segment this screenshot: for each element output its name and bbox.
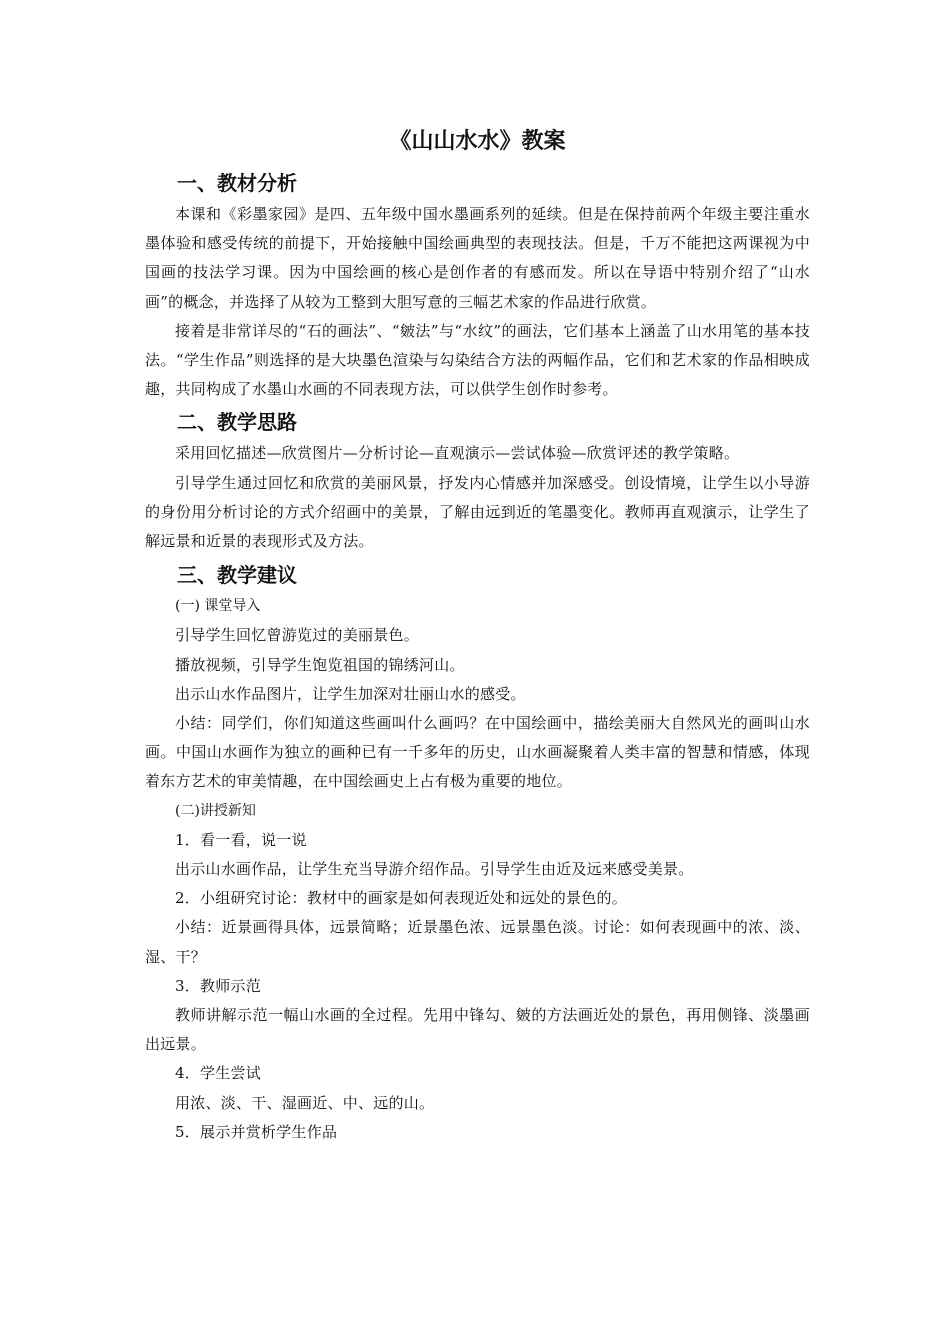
section-heading-textbook-analysis: 一、教材分析: [177, 171, 297, 195]
step-item: 4．学生尝试: [175, 1064, 262, 1083]
step-item: 1．看一看，说一说: [175, 830, 307, 849]
section-heading-teaching-suggestions: 三、教学建议: [177, 563, 297, 588]
page-title: 《山山水水》教案: [389, 129, 566, 154]
summary-paragraph: 小结：近景画得具体，远景简略；近景墨色浓、远景墨色淡。讨论：如何表现画中的浓、淡、湿、干？: [145, 918, 810, 966]
list-item: 出示山水画作品，让学生充当导游介绍作品。引导学生由近及远来感受美景。: [175, 860, 694, 879]
step-item: 2．小组研究讨论：教材中的画家是如何表现近处和远处的景色的。: [175, 889, 628, 908]
list-item: 引导学生回忆曾游览过的美丽景色。: [175, 626, 420, 645]
list-item: 播放视频，引导学生饱览祖国的锦绣河山。: [175, 655, 465, 674]
subheading-class-introduction: (一) 课堂导入: [175, 598, 261, 615]
paragraph: 本课和《彩墨家园》是四、五年级中国水墨画系列的延续。但是在保持前两个年级主要注重水墨体验和感受传统的前提下，开始接触中国绘画典型的表现技法。但是，千万不能把这两课视为中国画的技法学习课。因为中国绘画的核心是创作者的有感而发。所以在导语中特别介绍了“山水画”的概念，并选择了从较为工整到大胆写意的三幅艺术家的作品进行欣赏。: [145, 205, 810, 311]
paragraph: 接着是非常详尽的“石的画法”、“皴法”与“水纹”的画法，它们基本上涵盖了山水用笔的基本技法。“学生作品”则选择的是大块墨色渲染与勾染结合方法的两幅作品，它们和艺术家的作品相映成趣，共同构成了水墨山水画的不同表现方法，可以供学生创作时参考。: [145, 321, 810, 399]
paragraph: 采用回忆描述—欣赏图片—分析讨论—直观演示—尝试体验—欣赏评述的教学策略。: [175, 444, 740, 463]
list-item: 用浓、淡、干、湿画近、中、远的山。: [175, 1093, 435, 1112]
list-item: 教师讲解示范一幅山水画的全过程。先用中锋勾、皴的方法画近处的景色，再用侧锋、淡墨画出远景。: [145, 1006, 810, 1054]
paragraph: 引导学生通过回忆和欣赏的美丽风景，抒发内心情感并加深感受。创设情境，让学生以小导游的身份用分析讨论的方式介绍画中的美景，了解由远到近的笔墨变化。教师再直观演示，让学生了解远景和近景的表现形式及方法。: [145, 473, 810, 551]
subheading-new-knowledge: (二)讲授新知: [175, 802, 256, 819]
step-item: 3．教师示范: [175, 976, 262, 995]
section-heading-teaching-approach: 二、教学思路: [177, 410, 297, 435]
list-item: 出示山水作品图片，让学生加深对壮丽山水的感受。: [175, 684, 526, 703]
document-page: [145, 122, 810, 1147]
step-item: 5．展示并赏析学生作品: [175, 1122, 338, 1141]
summary-paragraph: 小结：同学们，你们知道这些画叫什么画吗？在中国绘画中，描绘美丽大自然风光的画叫山水画。中国山水画作为独立的画种已有一千多年的历史，山水画凝聚着人类丰富的智慧和情感，体现着东方艺术的审美情趣，在中国绘画史上占有极为重要的地位。: [145, 714, 810, 791]
